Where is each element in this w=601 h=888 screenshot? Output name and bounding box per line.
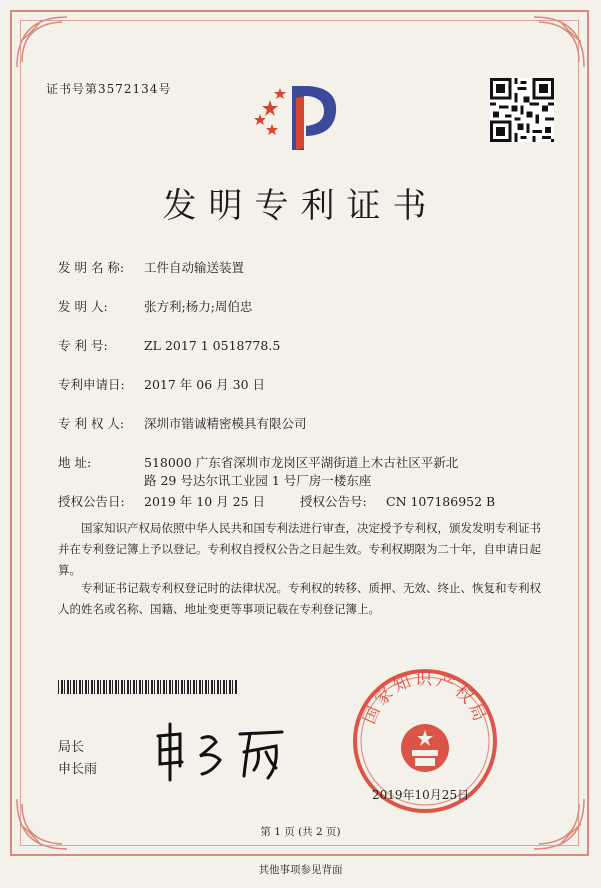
field-invention-name [58, 258, 244, 276]
corner-ornament-icon [12, 12, 72, 72]
page-title: 发明专利证书 [162, 186, 439, 226]
field-label: 发 明 名 称: [58, 260, 125, 275]
field-grant-date [58, 492, 265, 510]
field-value: 深圳市锴诚精密模具有限公司 [144, 416, 307, 431]
field-address [58, 453, 458, 471]
field-patentee [58, 414, 307, 432]
field-label: 专 利 权 人: [58, 416, 125, 431]
field-label: 授权公告日: [58, 494, 125, 509]
barcode-icon [58, 680, 238, 694]
field-label: 专利申请日: [58, 377, 125, 392]
seal-date: 2019年10月25日 [372, 788, 470, 802]
svg-text:国家知识产权局 [360, 670, 491, 727]
field-value: 张方利;杨力;周伯忠 [144, 299, 253, 314]
field-label: 专 利 号: [58, 338, 108, 353]
field-label: 授权公告号: [300, 494, 367, 509]
field-value: 518000 广东省深圳市龙岗区平湖街道上木古社区平新北 [144, 455, 459, 470]
field-filing-date [58, 375, 265, 393]
field-value: 2019 年 10 月 25 日 [144, 494, 265, 509]
corner-ornament-icon [529, 12, 589, 72]
field-patent-number [58, 336, 280, 354]
signatory-name: 申长雨 [58, 762, 98, 777]
field-label: 地 址: [58, 455, 92, 470]
field-grant-number [300, 492, 495, 510]
footer-note: 其他事项参见背面 [258, 864, 343, 876]
field-label: 发 明 人: [58, 299, 108, 314]
page-number: 第 1 页 (共 2 页) [260, 826, 341, 838]
field-value: CN 107186952 B [386, 494, 496, 509]
legal-status-paragraph: 专利证书记载专利权登记时的法律状况。专利权的转移、质押、无效、终止、恢复和专利权人的姓名或名称、国籍、地址变更等事项记载在专利登记簿上。 [58, 581, 541, 616]
certificate-number: 证书号第3572134号 [46, 82, 172, 96]
field-inventors [58, 297, 252, 315]
field-value: 2017 年 06 月 30 日 [144, 377, 265, 392]
seal-text: 国家知识产权局 [359, 669, 491, 727]
qr-code-icon [490, 78, 554, 142]
field-value: ZL 2017 1 0518778.5 [144, 338, 281, 353]
handwritten-signature-icon [150, 716, 300, 786]
field-value: 工件自动输送装置 [144, 260, 245, 275]
signatory-title: 局长 [58, 740, 85, 755]
field-address-line2: 路 29 号达尔讯工业园 1 号厂房一楼东座 [144, 473, 372, 488]
patent-office-logo-icon [250, 78, 350, 154]
statement-paragraph: 国家知识产权局依照中华人民共和国专利法进行审查，决定授予专利权，颁发发明专利证书并在专利登记簿上予以登记。专利权自授权公告之日起生效。专利权期限为二十年，自申请日起算。 [58, 521, 541, 577]
